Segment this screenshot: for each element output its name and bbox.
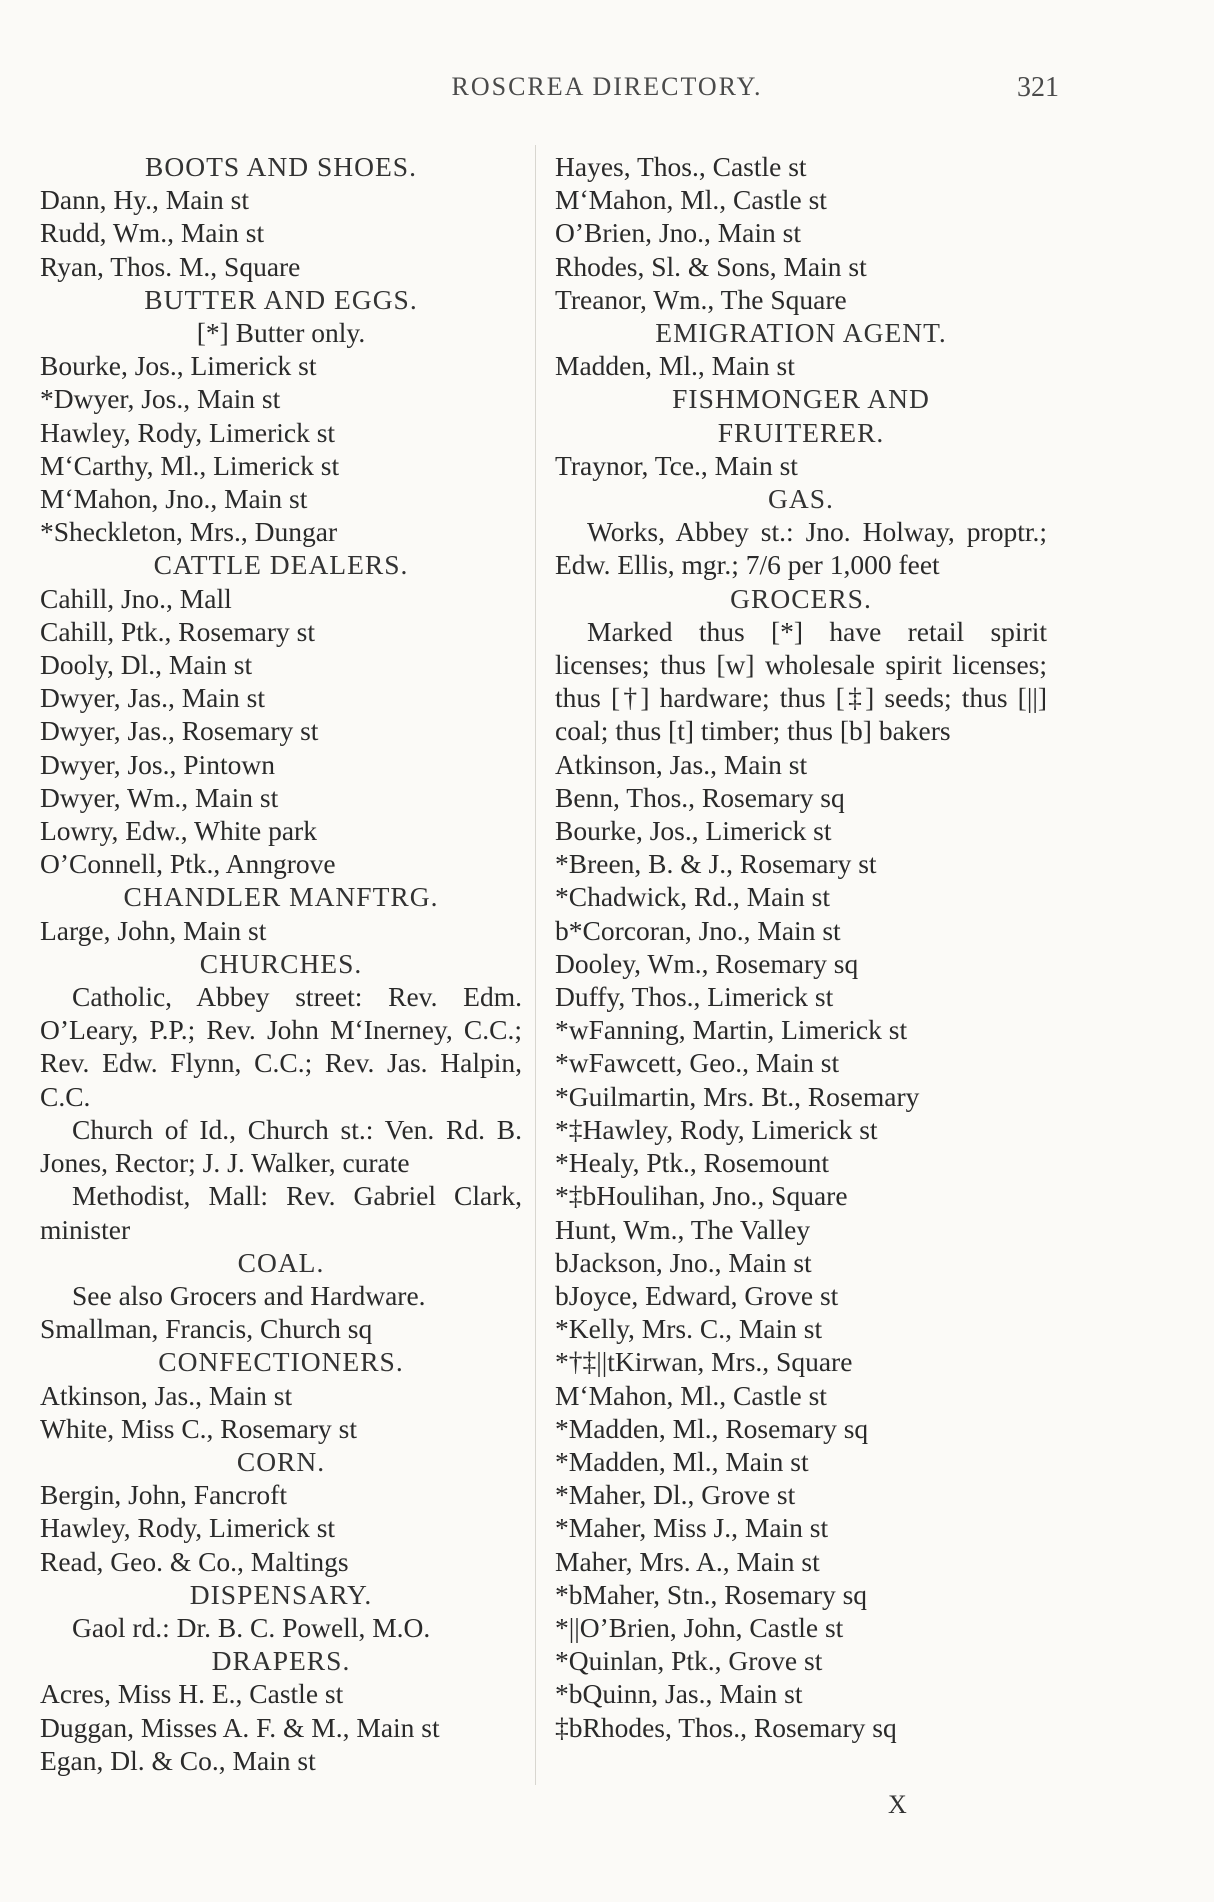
section-heading: CORN. <box>236 1445 326 1477</box>
signature-mark: X <box>888 1790 907 1819</box>
directory-entry: Smallman, Francis, Church sq <box>40 1313 373 1345</box>
directory-entry: Benn, Thos., Rosemary sq <box>555 781 845 813</box>
running-title: ROSCREA DIRECTORY. <box>451 72 763 101</box>
section-heading: GAS. <box>768 483 834 515</box>
directory-entry: Duffy, Thos., Limerick st <box>555 981 834 1013</box>
column-divider <box>535 145 536 1785</box>
directory-entry: Treanor, Wm., The Square <box>555 283 847 315</box>
note-paragraph: Gaol rd.: Dr. B. C. Powell, M.O. <box>72 1611 431 1643</box>
directory-entry: Atkinson, Jas., Main st <box>40 1379 293 1411</box>
directory-entry: Atkinson, Jas., Main st <box>555 748 808 780</box>
directory-entry: O’Brien, Jno., Main st <box>555 217 801 249</box>
section-heading: DISPENSARY. <box>189 1578 373 1610</box>
directory-entry: *Guilmartin, Mrs. Bt., Rosemary <box>555 1080 920 1112</box>
directory-entry: Dwyer, Wm., Main st <box>40 781 279 813</box>
directory-entry: *Madden, Ml., Main st <box>555 1445 809 1477</box>
directory-entry: Hunt, Wm., The Valley <box>555 1213 811 1245</box>
directory-entry: Dwyer, Jas., Rosemary st <box>40 715 319 747</box>
directory-entry: Lowry, Edw., White park <box>40 815 317 847</box>
directory-entry: *Kelly, Mrs. C., Main st <box>555 1313 823 1345</box>
directory-entry: Dooley, Wm., Rosemary sq <box>555 947 859 979</box>
directory-entry: *Healy, Ptk., Rosemount <box>555 1147 829 1179</box>
directory-entry: *Dwyer, Jos., Main st <box>40 383 281 415</box>
directory-entry: Dwyer, Jas., Main st <box>40 682 265 714</box>
directory-entry: ‡bRhodes, Thos., Rosemary sq <box>555 1711 897 1743</box>
section-note: [*] Butter only. <box>196 317 366 349</box>
directory-entry: Hawley, Rody, Limerick st <box>40 1512 336 1544</box>
directory-entry: *†‡||tKirwan, Mrs., Square <box>555 1346 853 1378</box>
directory-entry: Hawley, Rody, Limerick st <box>40 416 336 448</box>
directory-entry: Cahill, Ptk., Rosemary st <box>40 615 315 647</box>
directory-entry: *bMaher, Stn., Rosemary sq <box>555 1578 868 1610</box>
directory-entry: *‡bHoulihan, Jno., Square <box>555 1180 848 1212</box>
directory-entry: Egan, Dl. & Co., Main st <box>40 1744 316 1776</box>
directory-entry: Rhodes, Sl. & Sons, Main st <box>555 250 867 282</box>
page-number: 321 <box>1017 72 1059 103</box>
note-paragraph: Marked thus [*] have retail spirit licenses; thus [w] wholesale spirit licenses; thus [†] hardware; thus [‡] seeds; thus [||] coal; thus [t] timber; thus [b] bakers <box>555 615 1047 747</box>
directory-entry: M‘Mahon, Ml., Castle st <box>555 184 827 216</box>
directory-entry: Rudd, Wm., Main st <box>40 217 265 249</box>
directory-entry: *wFawcett, Geo., Main st <box>555 1047 840 1079</box>
directory-entry: *‡Hawley, Rody, Limerick st <box>555 1113 878 1145</box>
directory-entry: Dwyer, Jos., Pintown <box>40 748 275 780</box>
directory-entry: Traynor, Tce., Main st <box>555 449 798 481</box>
directory-entry: *wFanning, Martin, Limerick st <box>555 1014 908 1046</box>
section-heading: BUTTER AND EGGS. <box>144 283 418 315</box>
directory-entry: Bourke, Jos., Limerick st <box>40 350 317 382</box>
note-paragraph: Catholic, Abbey street: Rev. Edm. O’Leary, P.P.; Rev. John M‘Inerney, C.C.; Rev. Edw. Flynn, C.C.; Rev. Jas. Halpin, C.C. <box>40 981 522 1112</box>
section-heading: CONFECTIONERS. <box>158 1346 404 1378</box>
section-heading: DRAPERS. <box>211 1645 351 1677</box>
directory-entry: Bourke, Jos., Limerick st <box>555 815 832 847</box>
directory-entry: b*Corcoran, Jno., Main st <box>555 914 841 946</box>
section-heading: EMIGRATION AGENT. <box>655 317 947 349</box>
directory-entry: *bQuinn, Jas., Main st <box>555 1678 803 1710</box>
note-paragraph: See also Grocers and Hardware. <box>72 1279 426 1311</box>
section-heading: FISHMONGER AND <box>672 383 930 415</box>
directory-entry: Acres, Miss H. E., Castle st <box>40 1678 344 1710</box>
directory-entry: Large, John, Main st <box>40 914 267 946</box>
directory-entry: *||O’Brien, John, Castle st <box>555 1611 844 1643</box>
section-heading: BOOTS AND SHOES. <box>145 151 417 182</box>
section-heading: COAL. <box>237 1246 325 1278</box>
directory-entry: *Sheckleton, Mrs., Dungar <box>40 516 338 548</box>
directory-entry: M‘Mahon, Ml., Castle st <box>555 1379 827 1411</box>
section-heading: CATTLE DEALERS. <box>153 549 409 581</box>
directory-entry: bJoyce, Edward, Grove st <box>555 1279 839 1311</box>
directory-entry: Read, Geo. & Co., Maltings <box>40 1545 349 1577</box>
directory-entry: M‘Mahon, Jno., Main st <box>40 483 308 515</box>
directory-entry: *Quinlan, Ptk., Grove st <box>555 1645 823 1677</box>
directory-entry: Dooly, Dl., Main st <box>40 649 253 681</box>
section-heading: CHURCHES. <box>199 947 363 979</box>
section-heading: GROCERS. <box>730 582 872 614</box>
directory-entry: Bergin, John, Fancroft <box>40 1479 287 1511</box>
directory-entry: *Madden, Ml., Rosemary sq <box>555 1412 869 1444</box>
directory-entry: bJackson, Jno., Main st <box>555 1246 812 1278</box>
directory-entry: *Maher, Dl., Grove st <box>555 1479 796 1511</box>
directory-entry: Ryan, Thos. M., Square <box>40 250 301 282</box>
directory-entry: Duggan, Misses A. F. & M., Main st <box>40 1711 440 1743</box>
directory-entry: *Maher, Miss J., Main st <box>555 1512 829 1544</box>
directory-entry: M‘Carthy, Ml., Limerick st <box>40 449 340 481</box>
directory-entry: Madden, Ml., Main st <box>555 350 795 382</box>
right-column <box>555 150 1047 1744</box>
section-heading: CHANDLER MANFTRG. <box>123 881 439 913</box>
directory-entry: O’Connell, Ptk., Anngrove <box>40 848 336 880</box>
note-paragraph: Works, Abbey st.: Jno. Holway, proptr.; Edw. Ellis, mgr.; 7/6 per 1,000 feet <box>555 516 1047 581</box>
page-header <box>0 72 1214 112</box>
section-heading: FRUITERER. <box>717 416 885 448</box>
note-paragraph: Methodist, Mall: Rev. Gabriel Clark, minister <box>40 1180 522 1245</box>
directory-entry: *Chadwick, Rd., Main st <box>555 881 830 913</box>
directory-entry: *Breen, B. & J., Rosemary st <box>555 848 877 880</box>
directory-entry: White, Miss C., Rosemary st <box>40 1412 358 1444</box>
directory-entry: Hayes, Thos., Castle st <box>555 151 807 182</box>
directory-entry: Maher, Mrs. A., Main st <box>555 1545 820 1577</box>
left-column <box>40 150 522 1777</box>
note-paragraph: Church of Id., Church st.: Ven. Rd. B. Jones, Rector; J. J. Walker, curate <box>40 1113 522 1179</box>
directory-entry: Dann, Hy., Main st <box>40 184 250 216</box>
directory-entry: Cahill, Jno., Mall <box>40 582 232 614</box>
